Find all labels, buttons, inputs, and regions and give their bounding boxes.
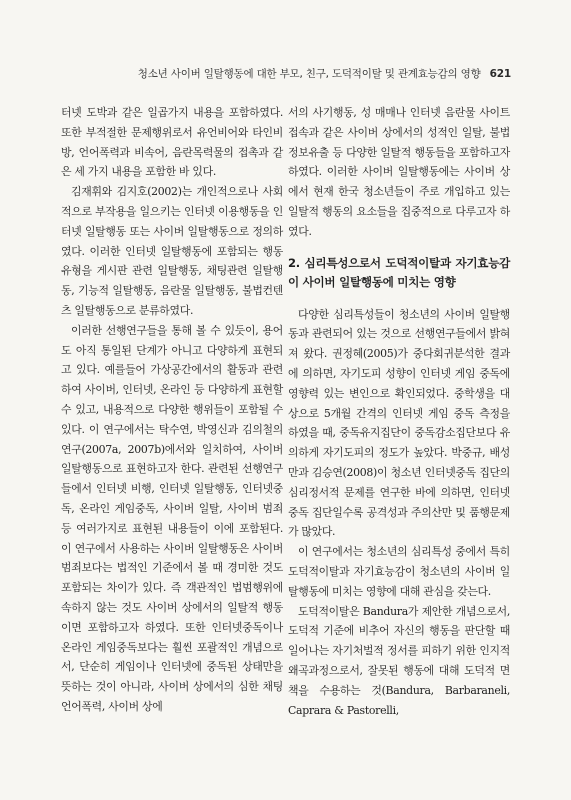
paragraph: 김재휘와 김지호(2002)는 개인적으로나 사회적으로 부작용을 일으키는 인터넷 이용행동을 인터넷 일탈행동 또는 사이버 일탈행동으로 정의하였다. 이러한 인터넷 일탈행동에 포함되는 행동유형을 게시판 관련 일탈행동, 채팅관련 일탈행동, 기능적 일탈행동, 음란물 일탈행동, 불법컨텐츠 일탈행동으로 분류하였다.: [61, 185, 283, 317]
left-column: [61, 103, 283, 717]
right-column: [288, 103, 510, 720]
running-header: [60, 66, 511, 81]
running-title: 청소년 사이버 일탈행동에 대한 부모, 친구, 도덕적이탈 및 관계효능감의 영향: [137, 68, 481, 80]
page-number: 621: [489, 68, 511, 80]
paragraph: 도덕적이탈은 Bandura가 제안한 개념으로서, 도덕적 기준에 비추어 자신의 행동을 판단할 때 일어나는 자기처벌적 정서를 피하기 위한 인지적 왜곡과정으로서, 잘못된 행동에 대해 도덕적 면책을 수용하는 것(Bandura, Barbaraneli, Caprara & Pastorelli,: [288, 604, 510, 717]
paragraph: 이 연구에서는 청소년의 심리특성 중에서 특히 도덕적이탈과 자기효능감이 청소년의 사이버 일탈행동에 미치는 영향에 대해 관심을 갖는다.: [288, 545, 510, 598]
paragraph: 다양한 심리특성들이 청소년의 사이버 일탈행동과 관련되어 있는 것으로 선행연구들에서 밝혀져 왔다. 권정혜(2005)가 중다회귀분석한 결과에 의하면, 자기도피 성향이 인터넷 게임 중독에 영향력 있는 변인으로 확인되었다. 중학생을 대상으로 5개월 간격의 인터넷 게임 중독 측정을 하였을 때, 중독유지집단이 중독감소집단보다 유의하게 자기도피의 정도가 높았다. 박중규, 배성만과 김승연(2008)이 청소년 인터넷중독 집단의 심리정서적 문제를 연구한 바에 의하면, 인터넷중독 집단일수록 공격성과 주의산만 및 품행문제가 많았다.: [288, 307, 510, 539]
paragraph: 이러한 선행연구들을 통해 볼 수 있듯이, 용어도 아직 통일된 단계가 아니고 다양하게 표현되고 있다. 예를들어 가상공간에서의 활동과 관련하여 사이버, 인터넷, 온라인 등 다양하게 표현할 수 있고, 내용적으로 다양한 행위들이 포함될 수 있다. 이 연구에서는 탁수연, 박영신과 김의철의 연구(2007a, 2007b)에서와 일치하여, 사이버 일탈행동으로 표현하고자 한다. 관련된 선행연구들에서 인터넷 비행, 인터넷 일탈행동, 인터넷중독, 온라인 게임중독, 사이버 일탈, 사이버 범죄 등 여러가지로 표현된 내용들이 이에 포함된다. 이 연구에서 사용하는 사이버 일탈행동은 사이버 범죄보다는 법적인 기준에서 볼 때 경미한 것도 포함되는 차이가 있다. 즉 객관적인 법범행위에 속하지 않는 것도 사이버 상에서의 일탈적 행동이면 포함하고자 하였다. 또한 인터넷중독이나 온라인 게임중독보다는 훨씬 포괄적인 개념으로서, 단순히 게임이나 인터넷에 중독된 상태만을 뜻하는 것이 아니라, 사이버 상에서의 심한 채팅 언어폭력, 사이버 상에: [61, 323, 283, 713]
paragraph: 서의 사기행동, 성 매매나 인터넷 음란물 사이트 접속과 같은 사이버 상에서의 성적인 일탈, 불법 정보유출 등 다양한 일탈적 행동들을 포함하고자 하였다. 이러한 사이버 일탈행동에는 사이버 상에서 현재 한국 청소년들이 주로 개입하고 있는 일탈적 행동의 요소들을 집중적으로 다루고자 하였다.: [288, 106, 510, 238]
paragraph: 터넷 도박과 같은 일곱가지 내용을 포함하였다. 또한 부적절한 문제행위로서 유언비어와 타인비방, 언어폭력과 비속어, 음란목력물의 접촉과 같은 세 가지 내용을 포함한 바 있다.: [61, 106, 283, 179]
section-heading: 2. 심리특성으로서 도덕적이탈과 자기효능감이 사이버 일탈행동에 미치는 영향: [288, 255, 510, 290]
